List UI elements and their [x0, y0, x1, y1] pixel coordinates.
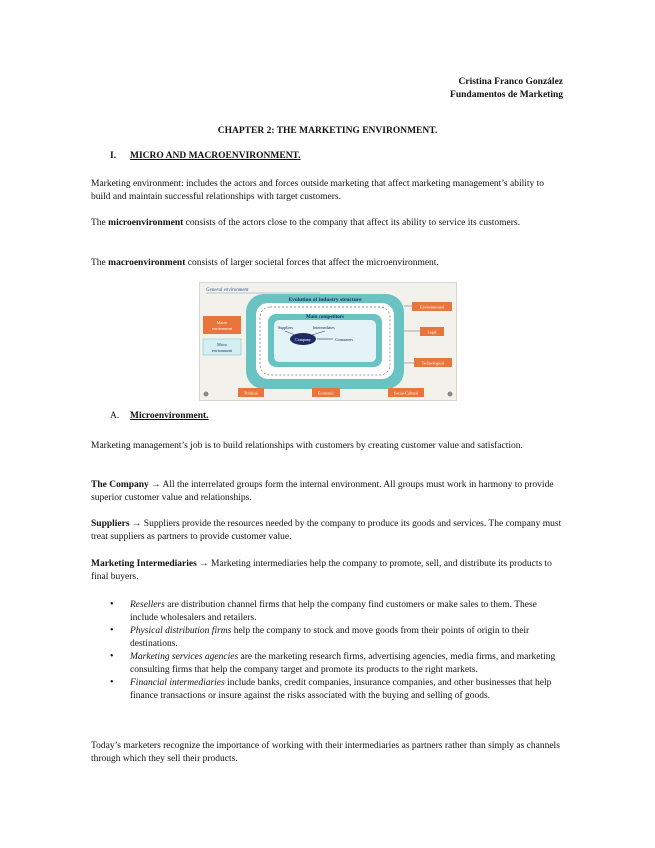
intermediaries-list	[110, 599, 565, 703]
company-label: Company	[295, 337, 311, 342]
section-1-heading	[110, 151, 301, 161]
section-1-title: MICRO AND MACROENVIRONMENT.	[130, 151, 301, 161]
macro-environment-box	[203, 316, 241, 334]
intermediaries-term: Marketing Intermediaries	[91, 559, 197, 569]
economic-label: Economic	[317, 390, 335, 396]
technological-label: Technological	[421, 360, 445, 366]
list-item	[110, 677, 565, 702]
suppliers-text: → Suppliers provide the resources needed by the company to produce its goods and services. The company must treat suppliers as partners to provide customer value.	[91, 519, 562, 542]
main-competitors-label: Main competitors	[306, 315, 344, 320]
section-a-letter: A.	[110, 411, 120, 421]
intermediates-label: Intermediates	[313, 325, 335, 330]
section-a-heading	[110, 411, 209, 421]
list-item	[110, 599, 565, 624]
closing-paragraph: Today’s marketers recognize the importance of working with their intermediaries as partners rather than simply as channels through which they sell their products.	[91, 741, 560, 764]
bullet-term: Marketing services agencies	[130, 652, 239, 662]
macro-prefix: The	[91, 258, 109, 268]
list-item	[110, 651, 565, 676]
section-1-number: I.	[110, 151, 117, 161]
bullet-term: Resellers	[130, 600, 165, 610]
macro-label-2: environment	[211, 326, 233, 331]
company-paragraph	[91, 479, 565, 504]
consumers-label: Consumers	[335, 337, 353, 342]
general-environment-label: General environment	[206, 288, 249, 293]
social-cultural-label: Social-Cultural	[393, 390, 419, 396]
company-text: → All the interrelated groups form the internal environment. All groups must work in harmony to provide superior customer value and relationships.	[91, 480, 554, 503]
legal-label: Legal	[427, 329, 437, 335]
bullet-text: include banks, credit companies, insurance companies, and other businesses that help finance transactions or insure against the risks associated with the buying and selling of goods.	[130, 678, 552, 701]
suppliers-label: Suppliers	[278, 325, 294, 330]
environment-diagram	[199, 282, 457, 401]
author-name: Cristina Franco González	[458, 77, 563, 87]
bullet-text: help the company to stock and move goods from their points of origin to their destinations.	[130, 626, 530, 649]
bullet-term: Physical distribution firms	[130, 626, 232, 636]
company-term: The Company	[91, 480, 149, 490]
bullet-text: are the marketing research firms, advertising agencies, media firms, and marketing consulting firms that help the company target and promote its products to the right markets.	[130, 652, 556, 675]
micro-prefix: The	[91, 218, 109, 228]
chapter-title: CHAPTER 2: THE MARKETING ENVIRONMENT.	[217, 126, 438, 136]
marketing-environment-definition: Marketing environment: includes the actors and forces outside marketing that affect marketing management’s ability to build and maintain successful relationships with target customers.	[91, 179, 545, 202]
microenvironment-definition	[91, 217, 565, 230]
section-a-title: Microenvironment.	[130, 411, 209, 421]
micro-rest: consists of the actors close to the company that affect its ability to service its customers.	[183, 218, 520, 228]
environmental-label: Environmental	[420, 304, 444, 310]
macroenvironment-definition	[91, 257, 565, 270]
list-item	[110, 625, 565, 650]
intermediaries-text: → Marketing intermediaries help the company to promote, sell, and distribute its products to final buyers.	[91, 559, 552, 582]
intermediaries-paragraph	[91, 558, 565, 583]
microenvironment-intro: Marketing management’s job is to build relationships with customers by creating customer value and satisfaction.	[91, 441, 523, 451]
diagram-corner-badge-left	[204, 392, 209, 397]
macro-rest: consists of larger societal forces that affect the microenvironment.	[185, 258, 439, 268]
industry-structure-label: Evolution of industry structure	[288, 297, 362, 303]
macro-label-1: Macro	[216, 320, 228, 325]
micro-label-1: Micro	[217, 342, 227, 347]
bullet-text: are distribution channel firms that help the company find customers or make sales to them. These include wholesalers and retailers.	[130, 600, 537, 623]
suppliers-paragraph	[91, 518, 565, 543]
environment-diagram-svg	[200, 283, 456, 400]
diagram-corner-badge-right	[448, 392, 453, 397]
course-name: Fundamentos de Marketing	[450, 90, 563, 100]
bullet-term: Financial intermediaries	[130, 678, 225, 688]
micro-term: microenvironment	[108, 218, 184, 228]
micro-label-2: environment	[211, 348, 233, 353]
suppliers-term: Suppliers	[91, 519, 130, 529]
macro-term: macroenvironment	[108, 258, 186, 268]
political-label: Political	[244, 390, 258, 396]
